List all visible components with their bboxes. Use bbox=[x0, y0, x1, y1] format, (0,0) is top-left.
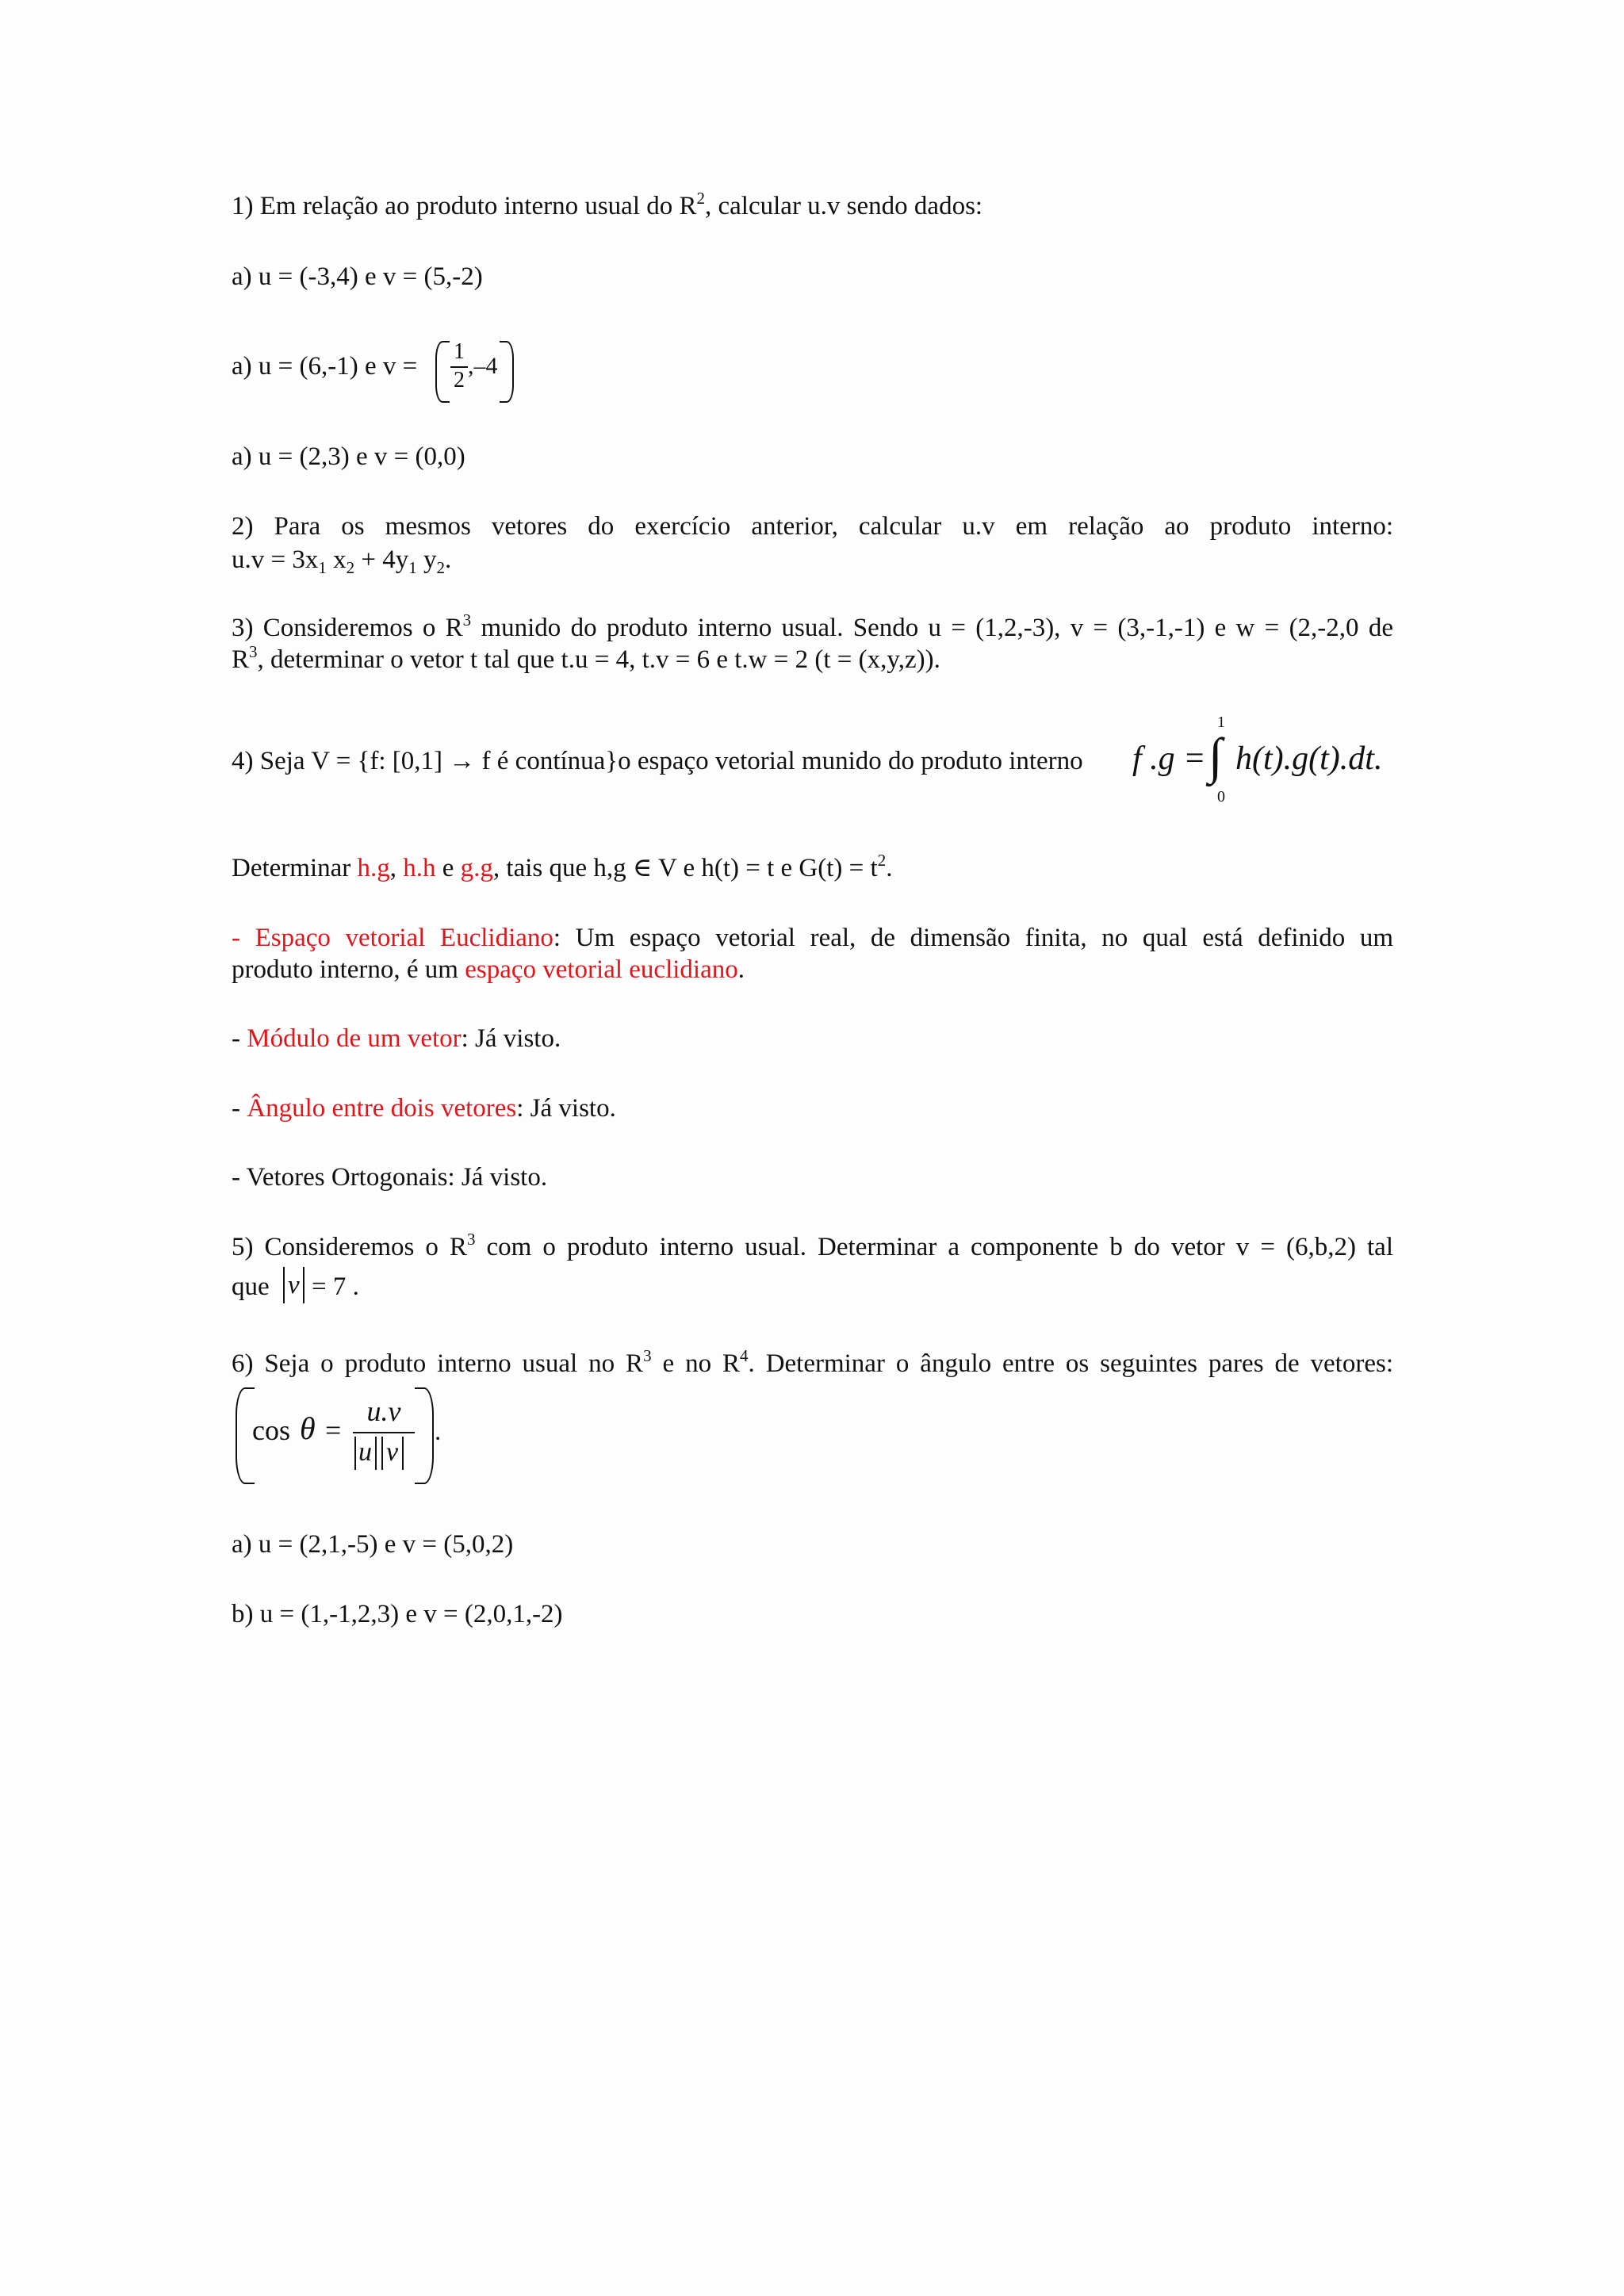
q6-l1b: e no R bbox=[651, 1349, 741, 1378]
q1-item-b-text: a) u = (6,-1) e v = bbox=[232, 352, 418, 381]
q6-u-left-bar bbox=[354, 1437, 356, 1470]
q1-tail: , calcular u.v sendo dados: bbox=[705, 192, 983, 220]
q6-equals: = bbox=[325, 1414, 342, 1446]
q5-abs-right-bar bbox=[303, 1267, 304, 1303]
q3-l2b: , determinar o vetor t tal que t.u = 4, t.v = 6 e t.w = 2 (t = (x,y,z)). bbox=[257, 645, 940, 674]
q2-sub-2: 2 bbox=[346, 558, 355, 577]
q6-fraction-bar bbox=[353, 1432, 415, 1433]
q5-v: v bbox=[288, 1271, 300, 1299]
q5-l1b: com o produto interno usual. Determinar a componente b do vetor v = (6,b,2) tal bbox=[475, 1233, 1393, 1261]
q3-l1b: munido do produto interno usual. Sendo u = (1,2,-3), v = (3,-1,-1) e w = (2,-2,0 de bbox=[471, 614, 1393, 642]
question-1 bbox=[232, 190, 1393, 222]
euclid-term: Espaço vetorial Euclidiano bbox=[255, 924, 553, 952]
q4-integrand: h(t).g(t).dt. bbox=[1235, 740, 1383, 777]
q6-v-left-bar bbox=[381, 1437, 383, 1470]
q1b-denominator: 2 bbox=[454, 368, 465, 392]
q6-u-right-bar bbox=[375, 1437, 377, 1470]
q6-numerator: u.v bbox=[366, 1395, 401, 1427]
q6-v-right-bar bbox=[402, 1437, 404, 1470]
det-sup: 2 bbox=[877, 851, 887, 870]
ortogonais-line: - Vetores Ortogonais: Já visto. bbox=[232, 1163, 548, 1192]
determinar-line bbox=[232, 852, 1393, 884]
modulo-rest: : Já visto. bbox=[461, 1024, 561, 1053]
question-3-line-1 bbox=[232, 612, 1393, 644]
q4-formula-lhs: f .g = bbox=[1132, 740, 1206, 777]
q6-sup1: 3 bbox=[643, 1346, 652, 1365]
euclid-dash: - bbox=[232, 924, 255, 952]
euclid-term2: espaço vetorial euclidiano bbox=[465, 955, 738, 984]
euclid-l2a: produto interno, é um bbox=[232, 955, 465, 984]
q5-abs-left-bar bbox=[283, 1267, 285, 1303]
q3-l2a: R bbox=[232, 645, 250, 674]
q1-item-a-text: a) u = (-3,4) e v = (5,-2) bbox=[232, 262, 483, 291]
det-hg: h.g bbox=[357, 854, 390, 882]
q3-l1a: 3) Consideremos o R bbox=[232, 614, 463, 642]
question-2-line-2 bbox=[232, 544, 1393, 576]
modulo-line bbox=[232, 1023, 1393, 1054]
q1b-left-paren bbox=[435, 341, 450, 403]
q5-l1a: 5) Consideremos o R bbox=[232, 1233, 467, 1261]
euclid-l2b: . bbox=[737, 955, 745, 984]
det-a: Determinar bbox=[232, 854, 358, 882]
q1b-numerator: 1 bbox=[454, 339, 465, 364]
q1-item-c-text: a) u = (2,3) e v = (0,0) bbox=[232, 442, 465, 471]
det-rest: , tais que h,g ∈ V e h(t) = t e G(t) = t bbox=[492, 854, 878, 882]
question-2-line-1: 2) Para os mesmos vetores do exercício anterior, calcular u.v em relação ao produto interno: bbox=[232, 512, 1393, 541]
q1-item-b bbox=[232, 350, 1393, 382]
q6-u: u bbox=[358, 1437, 372, 1467]
q2-part-2: x bbox=[326, 545, 347, 574]
q2-sub-1: 1 bbox=[318, 558, 327, 577]
modulo-term: Módulo de um vetor bbox=[247, 1024, 462, 1053]
q6-item-a: a) u = (2,1,-5) e v = (5,0,2) bbox=[232, 1530, 514, 1559]
q6-right-paren bbox=[415, 1387, 434, 1484]
q6-l1c: . Determinar o ângulo entre os seguintes pares de vetores: bbox=[748, 1349, 1393, 1378]
det-e: e bbox=[435, 854, 461, 882]
q5-equals: = 7 . bbox=[312, 1272, 359, 1301]
q1-sup: 2 bbox=[696, 189, 706, 208]
q1-item-c bbox=[232, 441, 1393, 473]
det-comma: , bbox=[389, 854, 404, 882]
q3-sup2: 3 bbox=[249, 642, 258, 661]
q1-item-a bbox=[232, 261, 1393, 293]
angulo-rest: : Já visto. bbox=[516, 1094, 616, 1123]
q4-integral-upper: 1 bbox=[1217, 714, 1225, 731]
q2-part-1: u.v = 3x bbox=[232, 545, 319, 574]
modulo-dash: - bbox=[232, 1024, 247, 1053]
q6-item-b: b) u = (1,-1,2,3) e v = (2,0,1,-2) bbox=[232, 1600, 563, 1628]
q2-part-5: . bbox=[445, 545, 452, 574]
angulo-dash: - bbox=[232, 1094, 247, 1123]
q6-v: v bbox=[386, 1437, 399, 1467]
q4-integral-lower: 0 bbox=[1217, 788, 1225, 806]
angulo-term: Ângulo entre dois vetores bbox=[247, 1094, 517, 1123]
q4-integral-sign: ∫ bbox=[1208, 728, 1223, 784]
q6-l1a: 6) Seja o produto interno usual no R bbox=[232, 1349, 644, 1378]
q6-dot: . bbox=[435, 1418, 442, 1446]
q6-theta: θ bbox=[300, 1410, 316, 1446]
q6-sup2: 4 bbox=[740, 1346, 749, 1365]
det-hh: h.h bbox=[403, 854, 436, 882]
question-4-text: 4) Seja V = {f: [0,1] → f é contínua}o espaço vetorial munido do produto interno bbox=[232, 747, 1083, 775]
q1b-rest: ,–4 bbox=[468, 353, 498, 379]
q5-sup: 3 bbox=[466, 1230, 476, 1249]
q2-part-4: y bbox=[416, 545, 437, 574]
q2-sub-4: 2 bbox=[436, 558, 445, 577]
det-end: . bbox=[886, 854, 893, 882]
euclid-l1: : Um espaço vetorial real, de dimensão finita, no qual está definido um bbox=[553, 924, 1393, 952]
q6-cos: cos bbox=[252, 1414, 290, 1446]
euclid-line-2 bbox=[232, 954, 1393, 985]
euclid-line-1 bbox=[232, 922, 1393, 954]
question-6-line-1 bbox=[232, 1348, 1393, 1380]
q2-sub-3: 1 bbox=[408, 558, 417, 577]
q3-sup1: 3 bbox=[462, 610, 472, 629]
q1b-right-paren bbox=[500, 341, 514, 403]
q1-lead: 1) Em relação ao produto interno usual do R bbox=[232, 192, 697, 220]
q5-que: que bbox=[232, 1272, 270, 1301]
q2-part-3: + 4y bbox=[354, 545, 409, 574]
question-5-line-1 bbox=[232, 1231, 1393, 1263]
angulo-line bbox=[232, 1093, 1393, 1124]
det-gg: g.g bbox=[460, 854, 493, 882]
question-3-line-2 bbox=[232, 644, 1393, 675]
